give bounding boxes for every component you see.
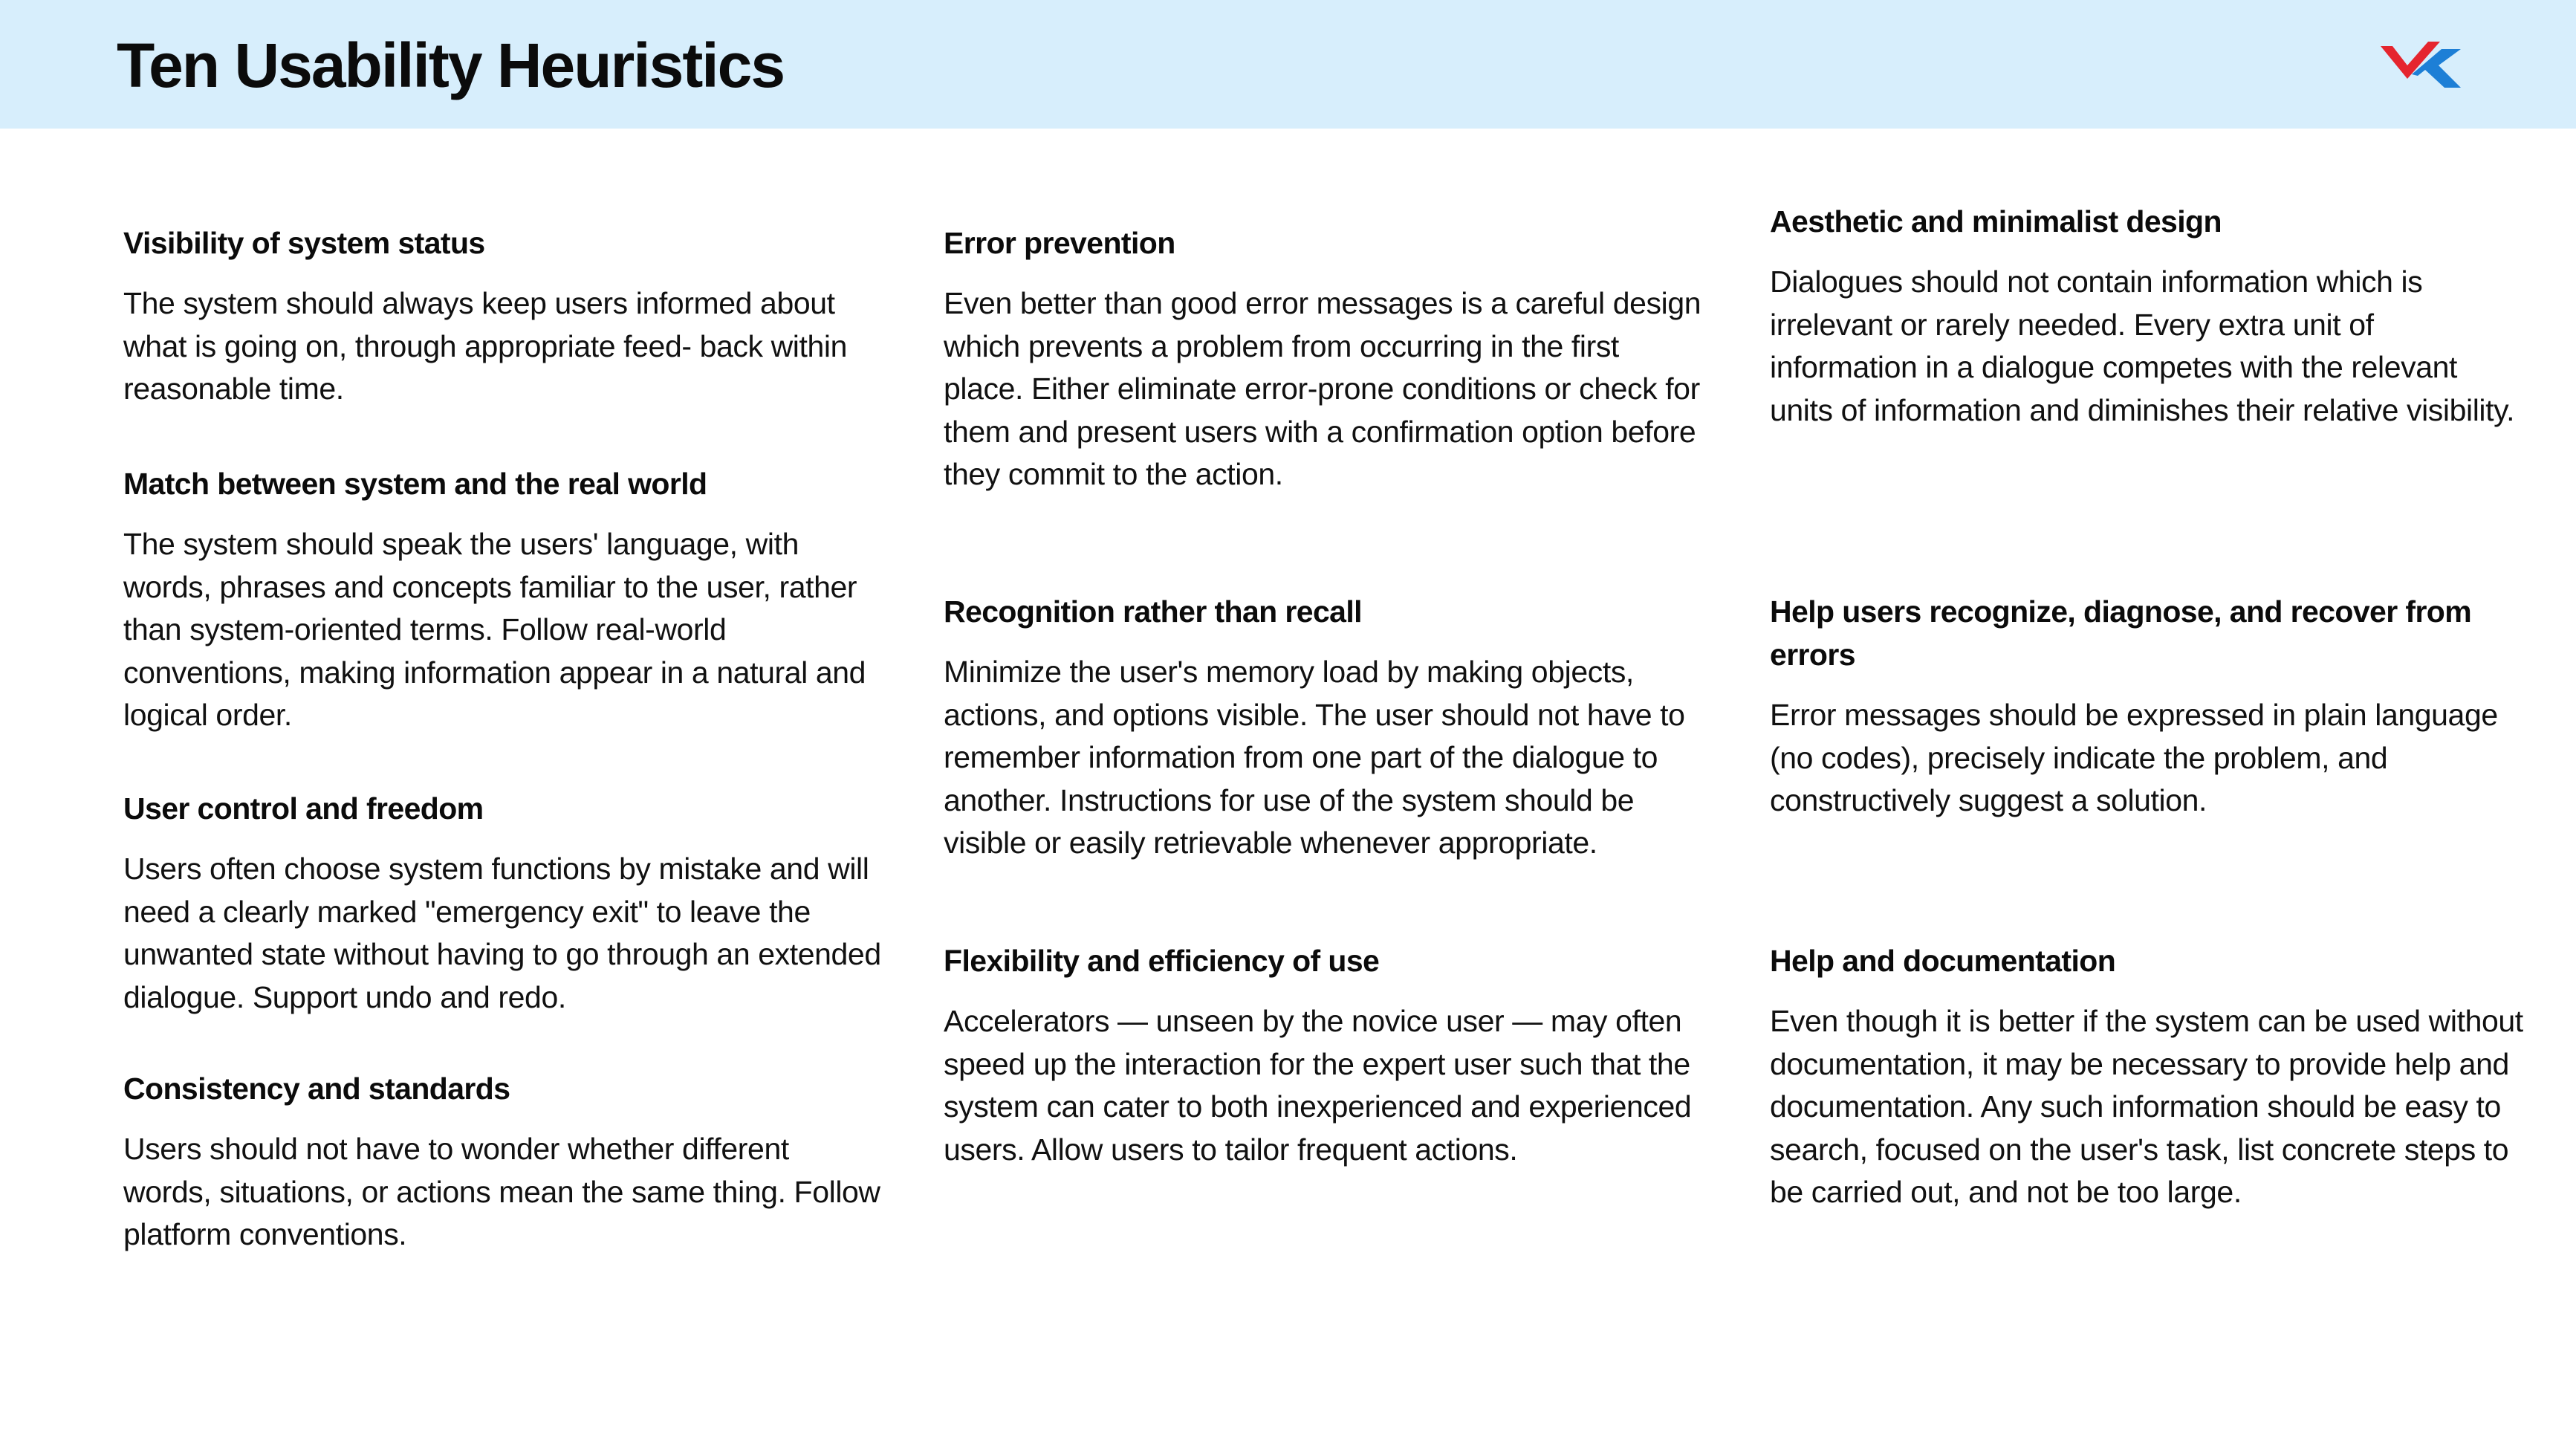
header-bar — [0, 0, 2576, 129]
heuristic-title: Error prevention — [944, 226, 1175, 260]
heuristic-flexibility-and-efficiency — [944, 939, 1701, 1171]
heuristic-title: Match between system and the real world — [123, 467, 707, 501]
heuristic-title: Help users recognize, diagnose, and recover from errors — [1770, 594, 2472, 672]
heuristic-title: Consistency and standards — [123, 1072, 510, 1106]
heuristic-description: Even though it is better if the system can be used without documentation, it may be necessary to provide help and documentation. Any such information should be easy to search, focused on the user's task, list concrete steps to be carried out, and not be too large. — [1770, 1004, 2523, 1209]
heuristic-aesthetic-and-minimalist-design — [1770, 200, 2528, 432]
heuristic-match-system-real-world — [123, 462, 881, 737]
heuristic-help-users-recover-from-errors — [1770, 590, 2528, 823]
heuristic-title: Help and documentation — [1770, 944, 2116, 978]
heuristic-title: User control and freedom — [123, 791, 484, 826]
heuristic-error-prevention — [944, 221, 1701, 496]
heuristic-consistency-and-standards — [123, 1067, 881, 1257]
heuristic-title: Flexibility and efficiency of use — [944, 944, 1380, 978]
heuristic-description: Minimize the user's memory load by making objects, actions, and options visible. The user should not have to remember information from one part of the dialogue to another. Instructions for use of the system should be visible or easily retrievable whenever appropriate. — [944, 655, 1685, 860]
heuristic-title: Aesthetic and minimalist design — [1770, 204, 2222, 239]
heuristic-description: Even better than good error messages is a careful design which prevents a problem from occurring in the first place. Either eliminate error-prone conditions or check for them and present users with a confirmation option before they commit to the action. — [944, 286, 1701, 491]
heuristic-description: The system should speak the users' language, with words, phrases and concepts familiar to the user, rather than system-oriented terms. Follow real-world conventions, making information appear in a natural and logical order. — [123, 527, 866, 732]
heuristic-recognition-rather-than-recall — [944, 590, 1701, 865]
heuristic-visibility-of-system-status — [123, 221, 881, 411]
heuristic-title: Recognition rather than recall — [944, 594, 1362, 629]
page-title: Ten Usability Heuristics — [117, 30, 785, 100]
heuristic-description: Accelerators — unseen by the novice user — may often speed up the interaction for the expert user such that the system can cater to both inexperienced and experienced users. Allow users to tailor frequent actions. — [944, 1004, 1692, 1167]
brand-logo-icon — [2381, 42, 2464, 88]
heuristic-description: The system should always keep users informed about what is going on, through appropriate feed- back within reasonable time. — [123, 286, 848, 406]
heuristic-description: Dialogues should not contain information which is irrelevant or rarely needed. Every extra unit of information in a dialogue competes with the relevant units of information and diminishes their relative visibility. — [1770, 265, 2515, 427]
heuristic-user-control-and-freedom — [123, 787, 881, 1019]
heuristic-description: Users should not have to wonder whether different words, situations, or actions mean the same thing. Follow platform conventions. — [123, 1132, 880, 1251]
heuristic-description: Error messages should be expressed in plain language (no codes), precisely indicate the problem, and constructively suggest a solution. — [1770, 698, 2498, 817]
heuristic-description: Users often choose system functions by mistake and will need a clearly marked "emergency exit" to leave the unwanted state without having to go through an extended dialogue. Support undo and redo. — [123, 852, 881, 1014]
heuristic-help-and-documentation — [1770, 939, 2528, 1214]
heuristic-title: Visibility of system status — [123, 226, 485, 260]
